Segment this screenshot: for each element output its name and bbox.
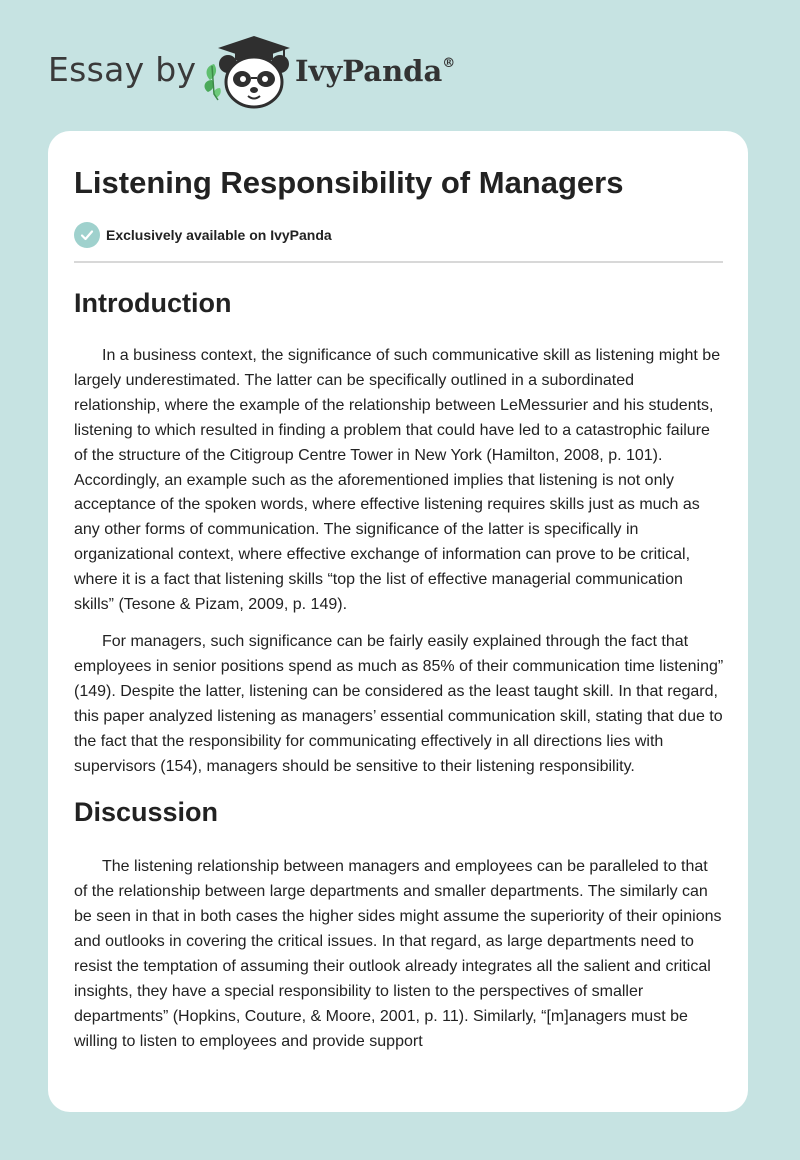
title-divider [74, 261, 723, 263]
section-heading-discussion: Discussion [74, 797, 219, 828]
essay-by-label: Essay by [48, 50, 197, 89]
registered-mark: ® [442, 56, 456, 71]
paragraph: For managers, such significance can be fairly easily explained through the fact that employees in senior positions spend as much as 85% of their communication time listening” (149). Despite the latter, listening can be considered as the least taught skill. In that regard, this paper analyzed listening as managers’ essential communication skill, stating that due to the fact that the responsibility for communicating effectively in all directions lies with supervisors (154), managers should be sensitive to their listening responsibility. [74, 632, 724, 775]
paragraph: In a business context, the significance of such communicative skill as listening might be largely underestimated. The latter can be specifically outlined in a subordinated relationship, where the example of the relationship between LeMessurier and his students, listening to which resulted in finding a problem that could have led to a catastrophic failure of the structure of the Citigroup Centre Tower in New York (Hamilton, 2008, p. 101). Accordingly, an example such as the aforementioned implies that listening is not only acceptance of the spoken words, where effective listening requires skills just as much as any other forms of communication. The significance of the latter is specifically in organizational context, where effective exchange of information can prove to be critical, where it is a fact that listening skills “top the list of effective managerial communication skills” (Tesone & Pizam, 2009, p. 149). [74, 347, 721, 614]
exclusive-badge [74, 222, 332, 248]
ivy-leaf-icon [205, 64, 221, 100]
panda-graduation-cap-logo-icon [202, 34, 292, 110]
brand-text: IvyPanda [295, 54, 443, 88]
exclusive-badge-label: Exclusively available on IvyPanda [106, 227, 332, 243]
paragraph: The listening relationship between managers and employees can be paralleled to that of the relationship between large departments and smaller departments. The similarly can be seen in that in both cases the higher sides might assume the superiority of their opinions and outlooks in covering the critical issues. In that regard, as large departments need to resist the temptation of assuming their outlook already integrates all the salient and critical insights, they have a special responsibility to listen to the perspectives of smaller departments” (Hopkins, Couture, & Moore, 2001, p. 11). Similarly, “[m]anagers must be willing to listen to employees and provide support [74, 858, 722, 1050]
ivypanda-logo[interactable] [202, 34, 292, 110]
essay-card [48, 131, 748, 1112]
check-circle-icon [74, 222, 100, 248]
essay-title: Listening Responsibility of Managers [74, 165, 624, 200]
site-header [48, 34, 548, 114]
brand-name[interactable] [295, 54, 455, 88]
section-heading-introduction: Introduction [74, 288, 232, 318]
essay-body [74, 283, 724, 1055]
